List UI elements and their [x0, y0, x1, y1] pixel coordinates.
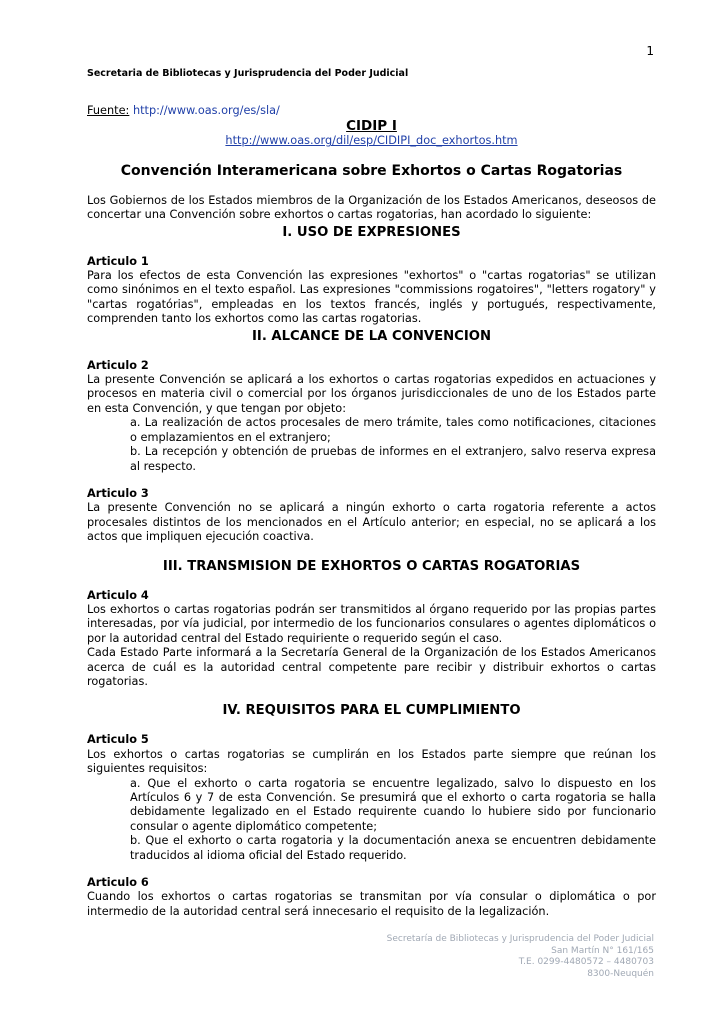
article-5-title: Articulo 5 [87, 733, 149, 747]
article-6-text: Cuando los exhortos o cartas rogatorias se transmitan por vía consular o diplomática o por intermedio de la autoridad central será innecesario el requisito de la legalización. [87, 890, 656, 918]
article-4-text-2: Cada Estado Parte informará a la Secretaría General de la Organización de los Estados Americanos acerca de cuál es la autoridad central competente pare recibir y distribuir exhortos o cartas rogatorias. [87, 646, 656, 688]
page-footer [387, 934, 654, 980]
article-2-title: Articulo 2 [87, 358, 149, 372]
section-title-4: IV. REQUISITOS PARA EL CUMPLIMIENTO [222, 703, 521, 719]
article-2-item-b: b. La recepción y obtención de pruebas de informes en el extranjero, salvo reserva expresa al respecto. [130, 445, 656, 473]
source-line [87, 104, 656, 118]
article-3-text: La presente Convención no se aplicará a ningún exhorto o carta rogatoria referente a actos procesales distintos de los mencionados en el Artículo anterior; en especial, no se aplicará a los actos que impliquen ejecución coactiva. [87, 501, 656, 544]
section-title-2: II. ALCANCE DE LA CONVENCION [252, 328, 491, 344]
article-4-text-1: Los exhortos o cartas rogatorias podrán ser transmitidos al órgano requerido por las propias partes interesadas, por vía judicial, por intermedio de los funcionarios consulares o agentes diplomáticos o por la autoridad central del Estado requiriente o requerido según el caso. [87, 602, 656, 645]
footer-line-1: Secretaría de Bibliotecas y Jurisprudencia del Poder Judicial [386, 934, 654, 944]
document-body [87, 104, 656, 919]
footer-line-4: 8300-Neuquén [587, 968, 654, 979]
cidip-link[interactable]: http://www.oas.org/dil/esp/CIDIPI_doc_exhortos.htm [225, 134, 518, 148]
article-3-title: Articulo 3 [87, 486, 149, 500]
article-1-title: Articulo 1 [87, 254, 149, 268]
article-4-title: Articulo 4 [87, 588, 149, 602]
source-link[interactable]: http://www.oas.org/es/sla/ [132, 104, 280, 117]
footer-line-3: T.E. 0299-4480572 – 4480703 [518, 957, 654, 967]
article-2-item-a: a. La realización de actos procesales de mero trámite, tales como notificaciones, citaciones o emplazamientos en el extranjero; [130, 416, 656, 444]
article-5-item-b: b. Que el exhorto o carta rogatoria y la documentación anexa se encuentren debidamente traducidos al idioma oficial del Estado requerido. [130, 834, 656, 862]
article-6-title: Articulo 6 [87, 876, 149, 890]
footer-line-2: San Martín N° 161/165 [551, 945, 654, 956]
intro-paragraph: Los Gobiernos de los Estados miembros de la Organización de los Estados Americanos, deseosos de concertar una Convención sobre exhortos o cartas rogatorias, han acordado lo siguiente: [87, 193, 656, 222]
running-header: Secretaria de Bibliotecas y Jurisprudencia del Poder Judicial [87, 68, 409, 79]
cidip-title: CIDIP I [346, 118, 397, 135]
article-2-text: La presente Convención se aplicará a los exhortos o cartas rogatorias expedidos en actuaciones y procesos en materia civil o comercial por los órganos jurisdiccionales de uno de los Estados parte en esta Convención, y que tengan por objeto: [87, 373, 656, 415]
section-title-3: III. TRANSMISION DE EXHORTOS O CARTAS ROGATORIAS [162, 558, 581, 574]
article-5-item-a: a. Que el exhorto o carta rogatoria se encuentre legalizado, salvo lo dispuesto en los Artículos 6 y 7 de esta Convención. Se presumirá que el exhorto o carta rogatoria se halla debidamente legalizado en el Estado requirente cuando lo hubiere sido por funcionario consular o agente diplomático competente; [130, 776, 656, 833]
article-5-text: Los exhortos o cartas rogatorias se cumplirán en los Estados parte siempre que reúnan los siguientes requisitos: [87, 747, 656, 776]
source-label: Fuente: [87, 104, 130, 117]
convention-title: Convención Interamericana sobre Exhortos o Cartas Rogatorias [120, 162, 623, 179]
article-1-text: Para los efectos de esta Convención las expresiones "exhortos" o "cartas rogatorias" se utilizan como sinónimos en el texto español. Las expresiones "commissions rogatoires", "letters rogatory" y "cartas rogatórias", empleadas en los textos francés, inglés y portugués, respectivamente, comprenden tanto los exhortos como las cartas rogatorias. [87, 269, 656, 326]
section-title-1: I. USO DE EXPRESIONES [282, 224, 461, 240]
page-number: 1 [646, 44, 654, 58]
